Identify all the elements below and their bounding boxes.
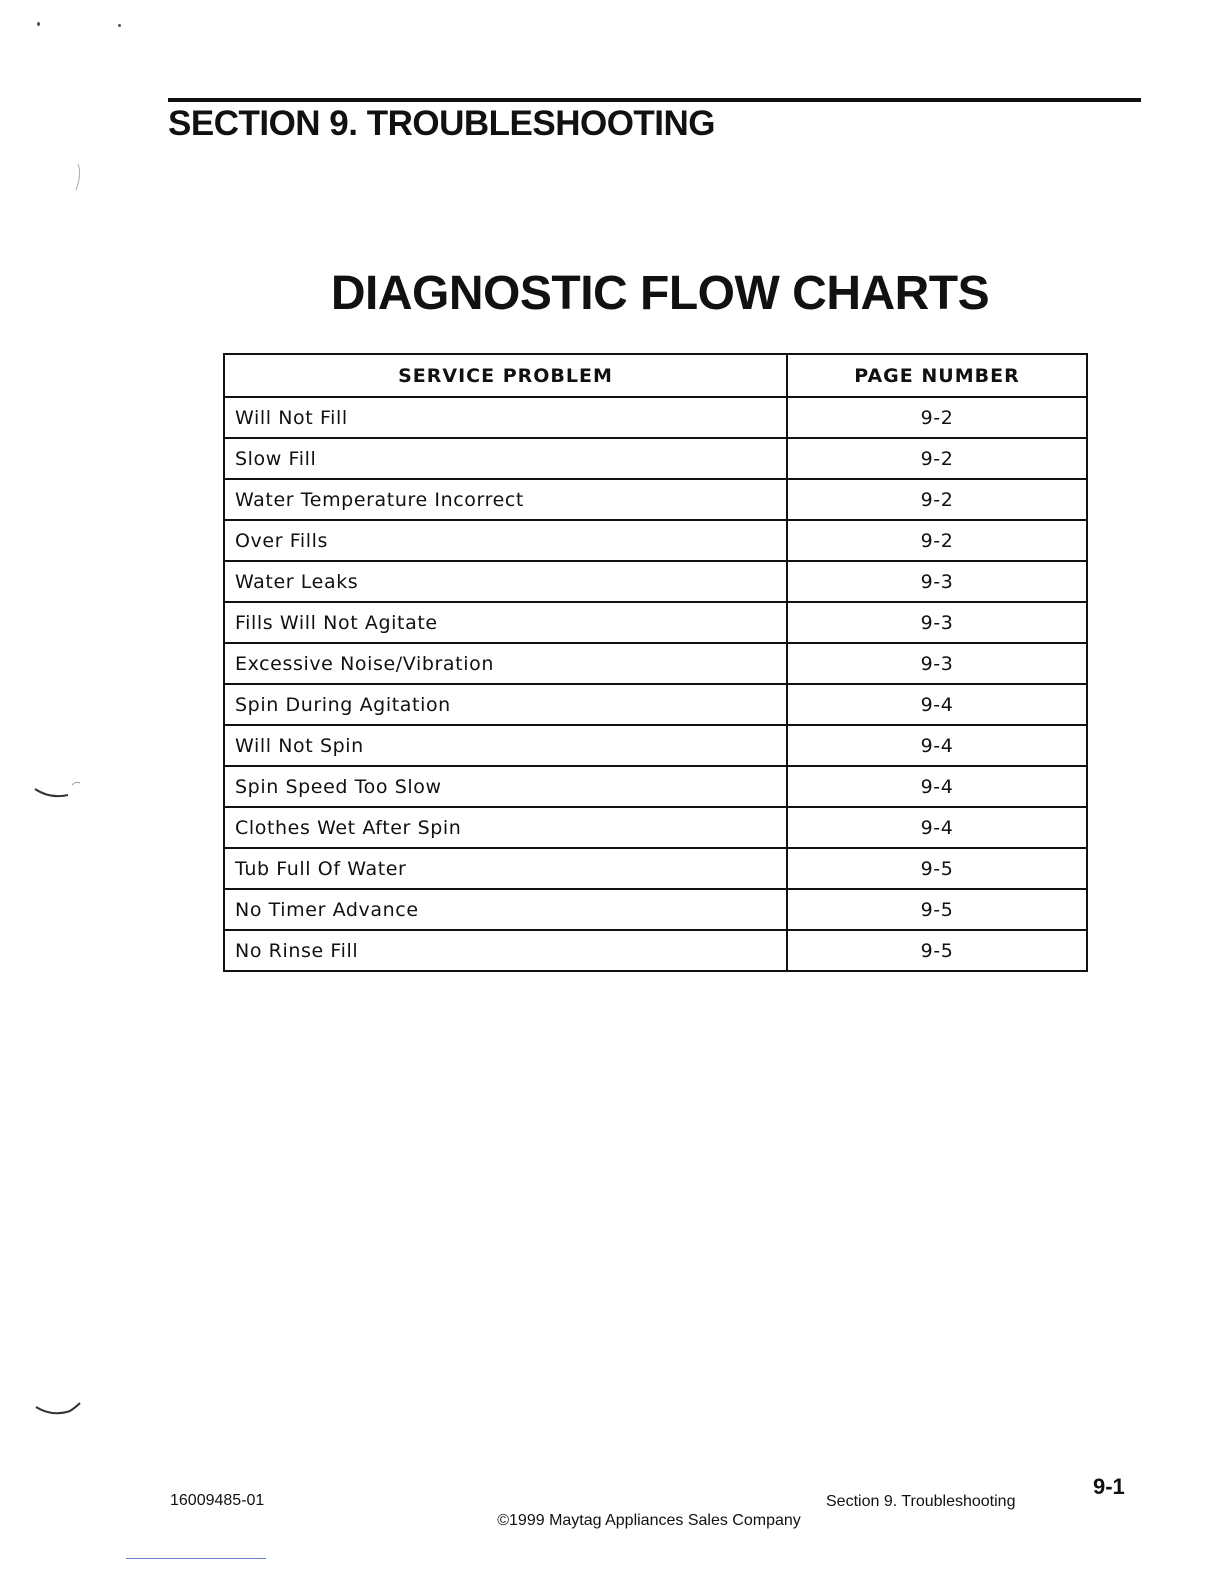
column-header-service-problem: SERVICE PROBLEM [224, 354, 787, 397]
page-number-cell: 9-2 [787, 479, 1087, 520]
table-row [224, 930, 1087, 971]
scan-edge-line [126, 1558, 266, 1559]
service-problem-cell: Fills Will Not Agitate [224, 602, 787, 643]
page-number-cell: 9-2 [787, 438, 1087, 479]
scan-speck [37, 22, 40, 26]
page-number-cell: 9-4 [787, 766, 1087, 807]
table-row [224, 397, 1087, 438]
page-number-cell: 9-3 [787, 602, 1087, 643]
scan-artifact-curve [70, 160, 90, 200]
table-row [224, 561, 1087, 602]
service-problem-cell: Tub Full Of Water [224, 848, 787, 889]
scan-speck [118, 24, 121, 27]
table-header-row [224, 354, 1087, 397]
table-row [224, 807, 1087, 848]
table-row [224, 766, 1087, 807]
scan-artifact-curve [30, 775, 90, 805]
page-number-cell: 9-3 [787, 561, 1087, 602]
page-number-cell: 9-3 [787, 643, 1087, 684]
section-title: SECTION 9. TROUBLESHOOTING [168, 104, 716, 143]
table-row [224, 848, 1087, 889]
table-row [224, 725, 1087, 766]
table-row [224, 684, 1087, 725]
table-row [224, 520, 1087, 561]
page-number-cell: 9-4 [787, 725, 1087, 766]
scan-artifact-curve [30, 1395, 90, 1425]
page-number-cell: 9-2 [787, 397, 1087, 438]
service-problem-cell: Water Temperature Incorrect [224, 479, 787, 520]
service-problem-cell: Over Fills [224, 520, 787, 561]
page-number-cell: 9-5 [787, 889, 1087, 930]
table-row [224, 438, 1087, 479]
service-problem-cell: No Timer Advance [224, 889, 787, 930]
page-number: 9-1 [1093, 1474, 1125, 1499]
service-problem-cell: Slow Fill [224, 438, 787, 479]
column-header-page-number: PAGE NUMBER [787, 354, 1087, 397]
table-row [224, 643, 1087, 684]
table-row [224, 602, 1087, 643]
page-number-cell: 9-5 [787, 848, 1087, 889]
copyright-notice: ©1999 Maytag Appliances Sales Company [497, 1512, 801, 1529]
page-number-cell: 9-5 [787, 930, 1087, 971]
service-problem-cell: Will Not Spin [224, 725, 787, 766]
service-problem-cell: Water Leaks [224, 561, 787, 602]
service-problem-cell: Clothes Wet After Spin [224, 807, 787, 848]
section-rule [168, 98, 1141, 102]
page-number-cell: 9-4 [787, 807, 1087, 848]
page-number-cell: 9-2 [787, 520, 1087, 561]
service-problem-cell: No Rinse Fill [224, 930, 787, 971]
table-row [224, 479, 1087, 520]
service-problem-cell: Excessive Noise/Vibration [224, 643, 787, 684]
service-problem-cell: Spin Speed Too Slow [224, 766, 787, 807]
service-problem-cell: Will Not Fill [224, 397, 787, 438]
service-problem-cell: Spin During Agitation [224, 684, 787, 725]
footer-section-label: Section 9. Troubleshooting [826, 1493, 1016, 1510]
diagnostic-table [223, 353, 1088, 972]
document-number: 16009485-01 [170, 1492, 265, 1509]
table-row [224, 889, 1087, 930]
page-title: DIAGNOSTIC FLOW CHARTS [330, 267, 990, 320]
page-number-cell: 9-4 [787, 684, 1087, 725]
